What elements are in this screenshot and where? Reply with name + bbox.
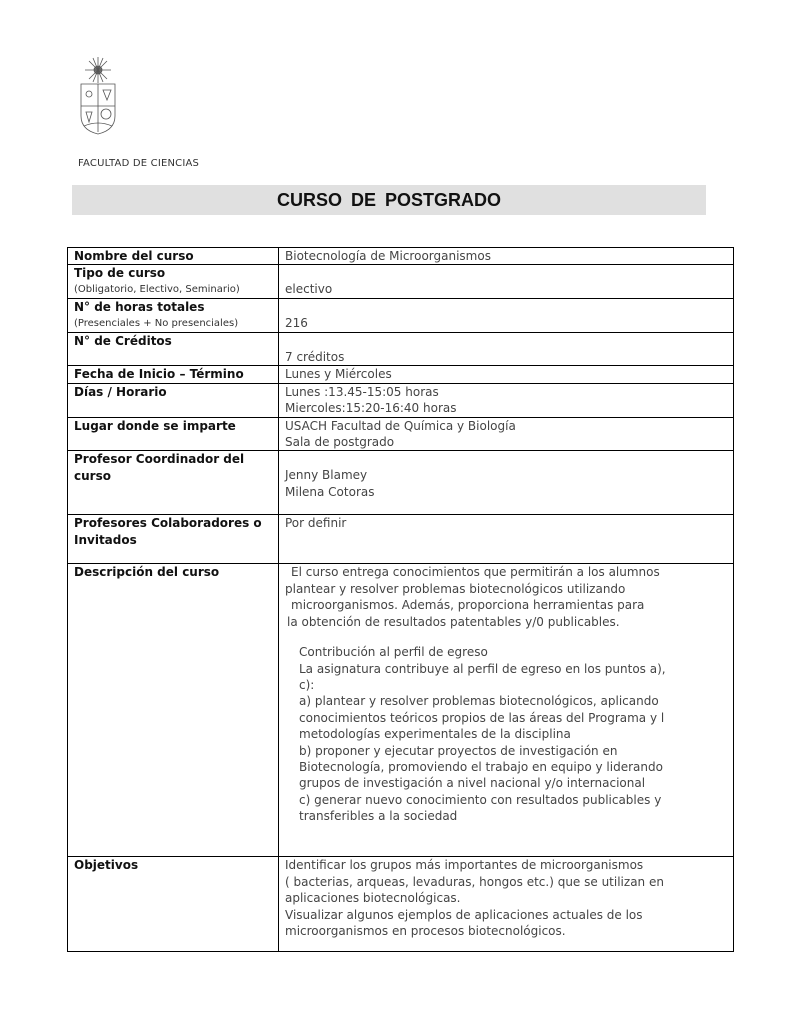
label-tipo-sub: (Obligatorio, Electivo, Seminario)	[74, 283, 240, 295]
value-lugar-line2: Sala de postgrado	[285, 435, 395, 450]
value-dias-line2: Miercoles:15:20-16:40 horas	[285, 401, 457, 416]
label-fecha: Fecha de Inicio – Término	[68, 366, 279, 383]
desc-line: c) generar nuevo conocimiento con resultados publicables y	[299, 792, 662, 807]
row-nombre	[68, 248, 734, 265]
objetivos-line: microorganismos en procesos biotecnológicos.	[285, 924, 566, 939]
value-dias-line1: Lunes :13.45-15:05 horas	[285, 384, 439, 399]
label-objetivos: Objetivos	[68, 857, 279, 952]
value-lugar-line1: USACH Facultad de Química y Biología	[285, 418, 516, 433]
label-horas	[68, 299, 279, 333]
objetivos-line: Visualizar algunos ejemplos de aplicaciones actuales de los	[285, 907, 643, 922]
label-coordinador: Profesor Coordinador del curso	[68, 451, 279, 515]
desc-line: metodologías experimentales de la disciplina	[299, 727, 571, 742]
label-descripcion: Descripción del curso	[68, 564, 279, 857]
row-lugar	[68, 417, 734, 451]
value-fecha: Lunes y Miércoles	[279, 366, 734, 383]
label-tipo-main: Tipo de curso	[74, 266, 166, 281]
desc-line: Biotecnología, promoviendo el trabajo en equipo y liderando	[299, 759, 663, 774]
row-fecha	[68, 366, 734, 383]
desc-line: b) proponer y ejecutar proyectos de investigación en	[299, 743, 618, 758]
label-horas-main: N° de horas totales	[74, 300, 205, 315]
value-tipo	[279, 265, 734, 299]
label-nombre: Nombre del curso	[68, 248, 279, 265]
objetivos-line: aplicaciones biotecnológicas.	[285, 891, 461, 906]
row-colaboradores	[68, 515, 734, 564]
desc-line: La asignatura contribuye al perfil de egreso en los puntos a),	[299, 661, 666, 676]
label-colaboradores: Profesores Colaboradores o Invitados	[68, 515, 279, 564]
desc-line: transferibles a la sociedad	[299, 809, 458, 824]
value-creditos-text: 7 créditos	[285, 350, 345, 365]
value-nombre: Biotecnología de Microorganismos	[279, 248, 734, 265]
value-horas-text: 216	[285, 316, 308, 331]
row-creditos	[68, 333, 734, 366]
label-lugar: Lugar donde se imparte	[68, 417, 279, 451]
desc-line: plantear y resolver problemas biotecnológicos utilizando	[285, 581, 626, 596]
label-dias: Días / Horario	[68, 383, 279, 417]
desc-line: El curso entrega conocimientos que permitirán a los alumnos	[291, 565, 660, 580]
course-table	[67, 247, 734, 952]
desc-line: la obtención de resultados patentables y/0 publicables.	[287, 614, 620, 629]
desc-line: conocimientos teóricos propios de las áreas del Programa y l	[299, 710, 665, 725]
value-coordinador	[279, 451, 734, 515]
objetivos-line: ( bacterias, arqueas, levaduras, hongos etc.) que se utilizan en	[285, 874, 664, 889]
row-horas	[68, 299, 734, 333]
page-title: CURSO DE POSTGRADO	[72, 185, 706, 215]
faculty-name: FACULTAD DE CIENCIAS	[78, 158, 200, 169]
university-crest-icon	[78, 54, 122, 136]
value-creditos	[279, 333, 734, 366]
label-horas-sub: (Presenciales + No presenciales)	[74, 317, 239, 329]
value-colaboradores: Por definir	[279, 515, 734, 564]
desc-line: c):	[299, 677, 315, 692]
desc-line: a) plantear y resolver problemas biotecnológicos, aplicando	[299, 694, 659, 709]
value-objetivos	[279, 857, 734, 952]
label-creditos: N° de Créditos	[68, 333, 279, 366]
row-tipo	[68, 265, 734, 299]
value-coordinador-line1: Jenny Blamey	[285, 468, 368, 483]
row-objetivos	[68, 857, 734, 952]
row-descripcion	[68, 564, 734, 857]
desc-line: microorganismos. Además, proporciona herramientas para	[291, 598, 645, 613]
desc-line: grupos de investigación a nivel nacional y/o internacional	[299, 776, 646, 791]
row-dias	[68, 383, 734, 417]
row-coordinador	[68, 451, 734, 515]
value-dias	[279, 383, 734, 417]
value-coordinador-line2: Milena Cotoras	[285, 484, 375, 499]
label-tipo	[68, 265, 279, 299]
value-horas	[279, 299, 734, 333]
value-descripcion	[279, 564, 734, 857]
value-lugar	[279, 417, 734, 451]
objetivos-line: Identificar los grupos más importantes de microorganismos	[285, 858, 644, 873]
value-tipo-text: electivo	[285, 282, 333, 297]
desc-line: Contribución al perfil de egreso	[299, 645, 488, 660]
